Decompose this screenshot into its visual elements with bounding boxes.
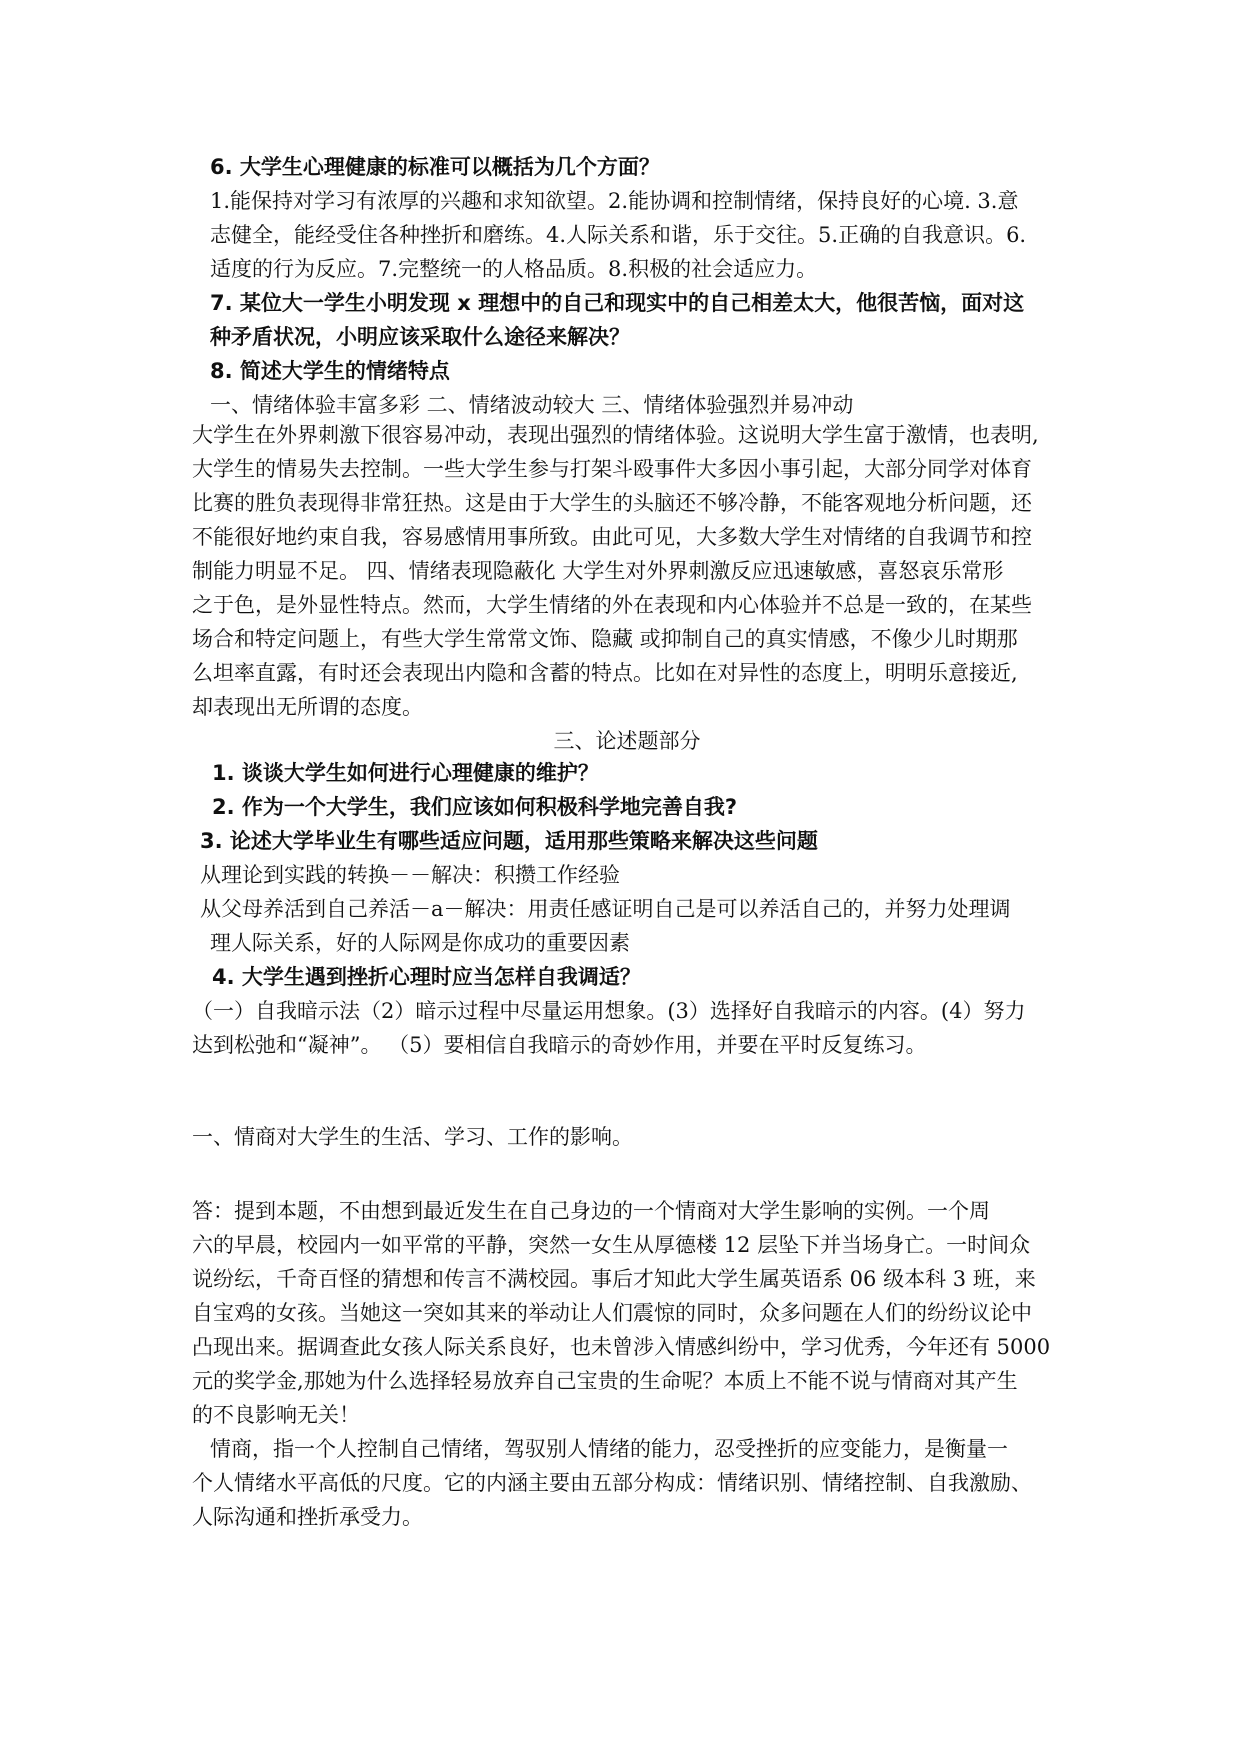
answer-6-line-1: 1.能保持对学习有浓厚的兴趣和求知欲望。2.能协调和控制情绪，保持良好的心境. 3.意 (210, 189, 1019, 213)
topic-answer-line-5: 凸现出来。据调查此女孩人际关系良好，也未曾涉入情感纠纷中，学习优秀，今年还有 5000 (192, 1335, 1051, 1359)
answer-8-line-5: 制能力明显不足。 四、情绪表现隐蔽化 大学生对外界刺激反应迅速敏感，喜怒哀乐常形 (192, 559, 1004, 583)
answer-8-line-1: 大学生在外界刺激下很容易冲动，表现出强烈的情绪体验。这说明大学生富于激情，也表明, (192, 423, 1039, 447)
question-7-line-2: 种矛盾状况，小明应该采取什么途径来解决？ (210, 325, 630, 349)
essay-question-3: 3. 论述大学毕业生有哪些适应问题，适用那些策略来解决这些问题 (200, 829, 818, 853)
topic-answer-line-2: 六的早晨，校园内一如平常的平静，突然一女生从厚德楼 12 层坠下并当场身亡。一时间众 (192, 1233, 1031, 1257)
topic-answer-line-4: 自宝鸡的女孩。当她这一突如其来的举动让人们震惊的同时，众多问题在人们的纷纷议论中 (192, 1301, 1032, 1325)
answer-8-line-2: 大学生的情易失去控制。一些大学生参与打架斗殴事件大多因小事引起，大部分同学对体育 (192, 457, 1032, 481)
answer-8-points: 一、情绪体验丰富多彩 二、情绪波动较大 三、情绪体验强烈并易冲动 (210, 393, 854, 417)
topic-answer-line-6: 元的奖学金,那她为什么选择轻易放弃自己宝贵的生命呢？本质上不能不说与情商对其产生 (192, 1369, 1018, 1393)
essay-answer-3-line-3: 理人际关系，好的人际网是你成功的重要因素 (210, 931, 630, 955)
eq-definition-line-1: 情商，指一个人控制自己情绪，驾驭别人情绪的能力，忍受挫折的应变能力，是衡量一 (210, 1437, 1008, 1461)
question-7-line-1: 7. 某位大一学生小明发现 x 理想中的自己和现实中的自己相差太大，他很苦恼，面对这 (210, 291, 1025, 315)
answer-8-line-4: 不能很好地约束自我，容易感情用事所致。由此可见，大多数大学生对情绪的自我调节和控 (192, 525, 1032, 549)
answer-8-line-3: 比赛的胜负表现得非常狂热。这是由于大学生的头脑还不够冷静，不能客观地分析问题，还 (192, 491, 1032, 515)
answer-8-line-7: 场合和特定问题上，有些大学生常常文饰、隐藏 或抑制自己的真实情感，不像少儿时期那 (192, 627, 1018, 651)
answer-8-line-8: 么坦率直露，有时还会表现出内隐和含蓄的特点。比如在对异性的态度上，明明乐意接近, (192, 661, 1018, 685)
eq-definition-line-2: 个人情绪水平高低的尺度。它的内涵主要由五部分构成：情绪识别、情绪控制、自我激励、 (192, 1471, 1032, 1495)
essay-question-1: 1. 谈谈大学生如何进行心理健康的维护？ (212, 761, 599, 785)
topic-answer-line-7: 的不良影响无关！ (192, 1403, 360, 1427)
essay-answer-4-line-2: 达到松弛和“凝神”。 （5）要相信自我暗示的奇妙作用，并要在平时反复练习。 (192, 1033, 927, 1057)
question-8: 8. 简述大学生的情绪特点 (210, 359, 450, 383)
essay-question-4: 4. 大学生遇到挫折心理时应当怎样自我调适？ (212, 965, 641, 989)
topic-heading: 一、情商对大学生的生活、学习、工作的影响。 (192, 1125, 633, 1149)
answer-8-line-6: 之于色，是外显性特点。然而，大学生情绪的外在表现和内心体验并不总是一致的，在某些 (192, 593, 1032, 617)
essay-answer-3-line-1: 从理论到实践的转换－－解决：积攒工作经验 (200, 863, 620, 887)
topic-answer-line-1: 答：提到本题，不由想到最近发生在自己身边的一个情商对大学生影响的实例。一个周 (192, 1199, 990, 1223)
section-heading: 三、论述题部分 (553, 729, 701, 753)
essay-answer-3-line-2: 从父母养活到自己养活－a－解决：用责任感证明自己是可以养活自己的，并努力处理调 (200, 897, 1011, 921)
topic-answer-line-3: 说纷纭，千奇百怪的猜想和传言不满校园。事后才知此大学生属英语系 06 级本科 3 班，来 (192, 1267, 1036, 1291)
eq-definition-line-3: 人际沟通和挫折承受力。 (192, 1505, 423, 1529)
question-6: 6. 大学生心理健康的标准可以概括为几个方面？ (210, 155, 660, 179)
essay-answer-4-line-1: （一）自我暗示法（2）暗示过程中尽量运用想象。(3）选择好自我暗示的内容。(4）努力 (192, 999, 1026, 1023)
essay-question-2: 2. 作为一个大学生，我们应该如何积极科学地完善自我? (212, 795, 738, 819)
answer-8-line-9: 却表现出无所谓的态度。 (192, 695, 423, 719)
answer-6-line-3: 适度的行为反应。7.完整统一的人格品质。8.积极的社会适应力。 (210, 257, 818, 281)
answer-6-line-2: 志健全，能经受住各种挫折和磨练。4.人际关系和谐，乐于交往。5.正确的自我意识。6. (210, 223, 1027, 247)
